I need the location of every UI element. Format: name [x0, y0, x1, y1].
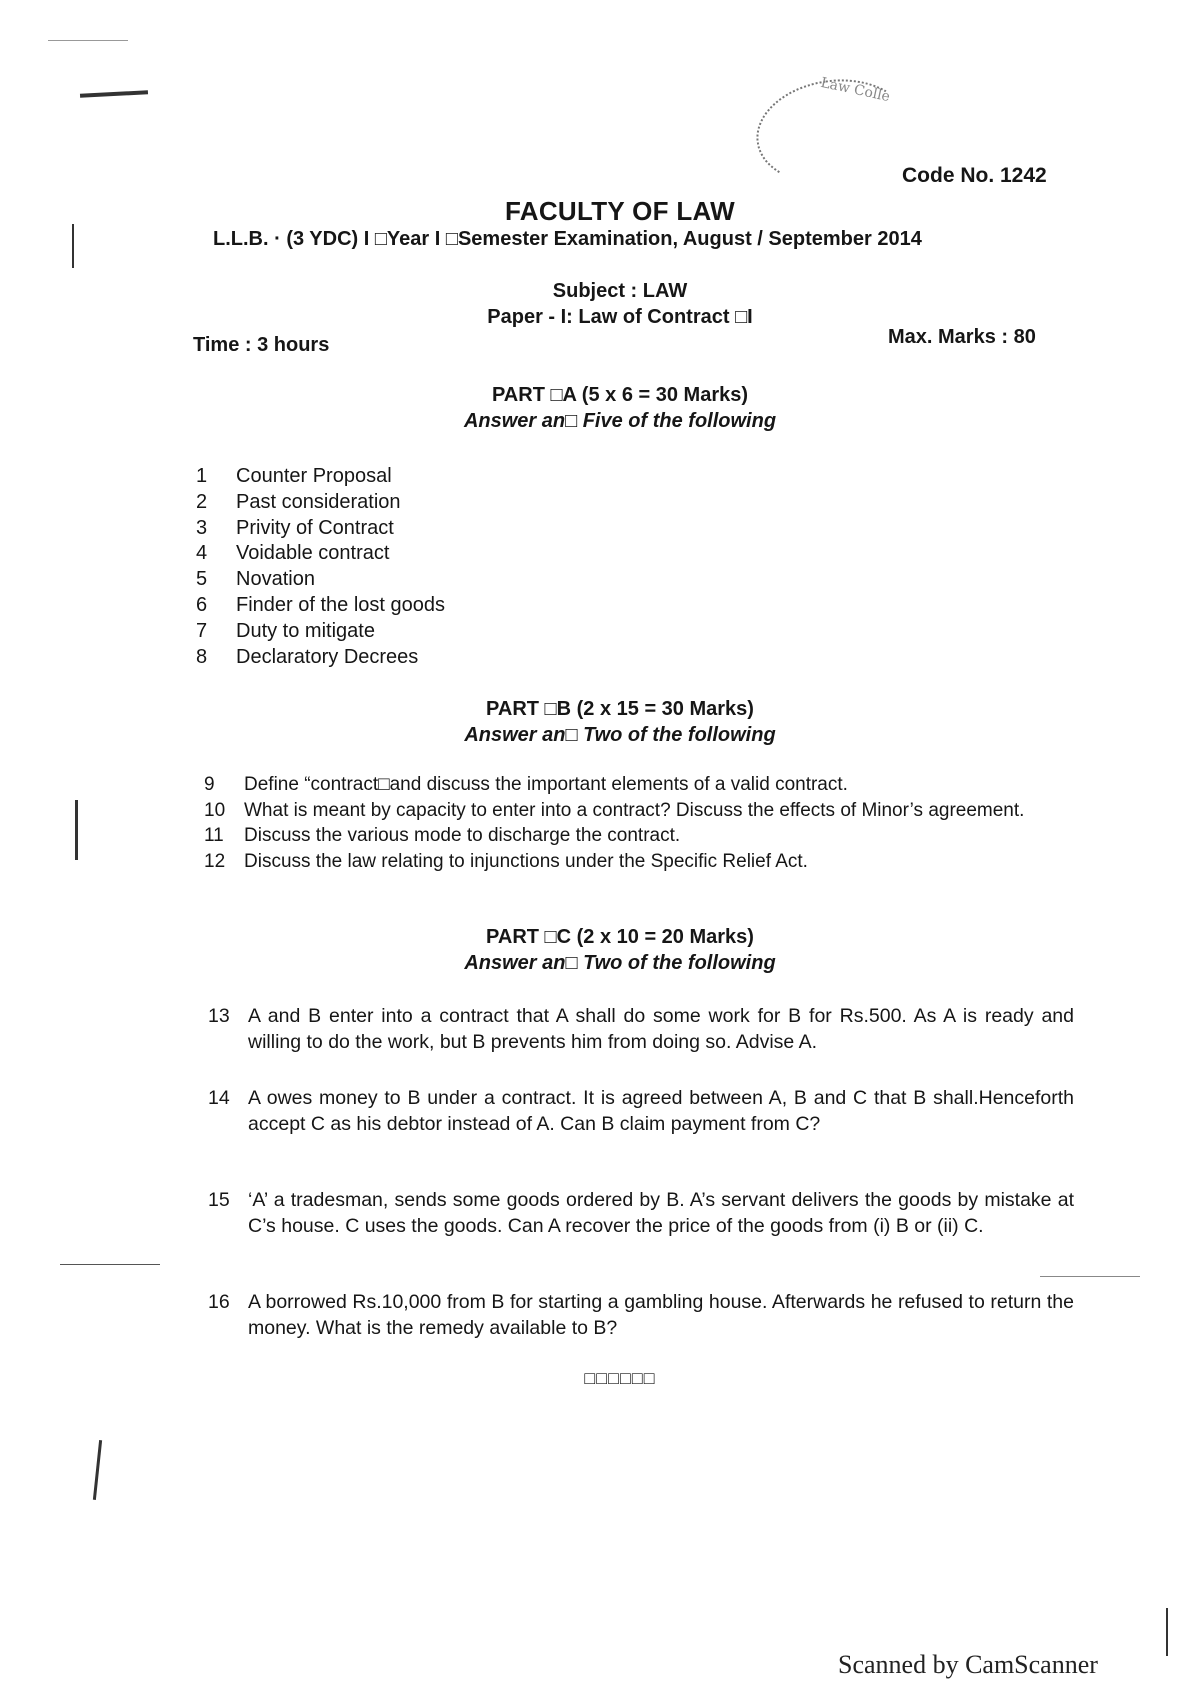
seal-stamp-text: Law Colle — [819, 74, 892, 106]
item-number: 4 — [196, 542, 208, 565]
list-item — [196, 593, 445, 619]
list-item — [204, 798, 1084, 824]
part-c-instruction: Answer an□ Two of the following — [464, 952, 776, 974]
question-item — [208, 1086, 1074, 1137]
item-number: 14 — [208, 1087, 230, 1109]
item-text: A owes money to B under a contract. It is agreed between A, B and C that B shall.Henceforth accept C as his debtor instead of A. Can B claim payment from C? — [248, 1087, 1074, 1135]
item-number: 15 — [208, 1189, 230, 1211]
item-number: 10 — [204, 799, 226, 821]
item-text: What is meant by capacity to enter into a contract? Discuss the effects of Minor’s agreement. — [244, 799, 1025, 821]
subject-line: Subject : LAW — [552, 280, 688, 302]
scan-mark — [93, 1440, 102, 1500]
list-item — [204, 772, 1084, 798]
scan-mark — [72, 224, 74, 268]
question-item — [208, 1188, 1074, 1239]
part-b-title: PART □B (2 x 15 = 30 Marks) — [486, 698, 754, 720]
item-text: Privity of Contract — [236, 516, 394, 539]
list-item — [196, 619, 445, 645]
paper-line: Paper - I: Law of Contract □I — [487, 306, 753, 328]
question-item — [208, 1290, 1074, 1341]
max-marks: Max. Marks : 80 — [888, 326, 1036, 348]
scan-mark — [80, 90, 148, 98]
list-item — [196, 490, 445, 516]
item-text: Discuss the law relating to injunctions under the Specific Relief Act. — [244, 850, 808, 872]
item-number: 5 — [196, 568, 208, 591]
list-item — [196, 464, 445, 490]
item-number: 12 — [204, 850, 226, 872]
item-text: Counter Proposal — [236, 465, 392, 487]
list-item — [196, 567, 445, 593]
code-number: Code No. 1242 — [902, 164, 1047, 187]
item-number: 2 — [196, 490, 208, 513]
list-item — [204, 823, 1084, 849]
item-text: ‘A’ a tradesman, sends some goods ordered by B. A’s servant delivers the goods by mistake at C’s house. C uses the goods. Can A recover the price of the goods from (i) B or (ii) C. — [248, 1189, 1074, 1237]
item-text: Voidable contract — [236, 542, 390, 565]
item-text: Finder of the lost goods — [236, 593, 446, 616]
item-text: Define “contract□and discuss the important elements of a valid contract. — [244, 774, 848, 795]
list-item — [196, 541, 445, 567]
list-item — [204, 849, 1084, 875]
item-text: Discuss the various mode to discharge the contract. — [244, 825, 681, 846]
item-number: 7 — [196, 619, 208, 642]
item-text: Past consideration — [236, 490, 401, 513]
item-number: 13 — [208, 1005, 230, 1027]
item-number: 16 — [208, 1291, 230, 1313]
item-number: 8 — [196, 645, 208, 668]
item-number: 3 — [196, 516, 208, 539]
camscanner-watermark: Scanned by CamScanner — [838, 1650, 1098, 1679]
list-item — [196, 645, 445, 671]
part-b-instruction: Answer an□ Two of the following — [464, 724, 776, 746]
item-number: 9 — [204, 774, 215, 795]
list-item — [196, 516, 445, 542]
scan-rule — [60, 1264, 160, 1265]
end-marker: □□□□□□ — [584, 1368, 656, 1388]
scan-mark — [1166, 1608, 1168, 1656]
scan-mark — [48, 40, 128, 41]
item-text: Novation — [236, 568, 315, 591]
scan-mark — [75, 800, 78, 860]
part-c-title: PART □C (2 x 10 = 20 Marks) — [486, 926, 754, 948]
part-a-instruction: Answer an□ Five of the following — [463, 410, 777, 432]
item-text: A borrowed Rs.10,000 from B for starting a gambling house. Afterwards he refused to return the money. What is the remedy available to B? — [248, 1291, 1074, 1339]
faculty-title: FACULTY OF LAW — [505, 196, 735, 226]
item-number: 1 — [196, 465, 208, 487]
item-number: 11 — [204, 825, 224, 846]
time-allowed: Time : 3 hours — [193, 334, 330, 356]
part-a-title: PART □A (5 x 6 = 30 Marks) — [491, 384, 749, 406]
part-a-list — [196, 464, 445, 670]
item-text: Declaratory Decrees — [236, 645, 419, 668]
question-item — [208, 1004, 1074, 1055]
part-b-list — [204, 772, 1084, 874]
item-number: 6 — [196, 593, 208, 616]
item-text: A and B enter into a contract that A shall do some work for B for Rs.500. As A is ready and willing to do the work, but B prevents him from doing so. Advise A. — [248, 1005, 1074, 1053]
item-text: Duty to mitigate — [236, 619, 375, 642]
exam-line: L.L.B. · (3 YDC) I □Year I □Semester Examination, August / September 2014 — [213, 228, 922, 250]
scan-rule — [1040, 1276, 1140, 1277]
